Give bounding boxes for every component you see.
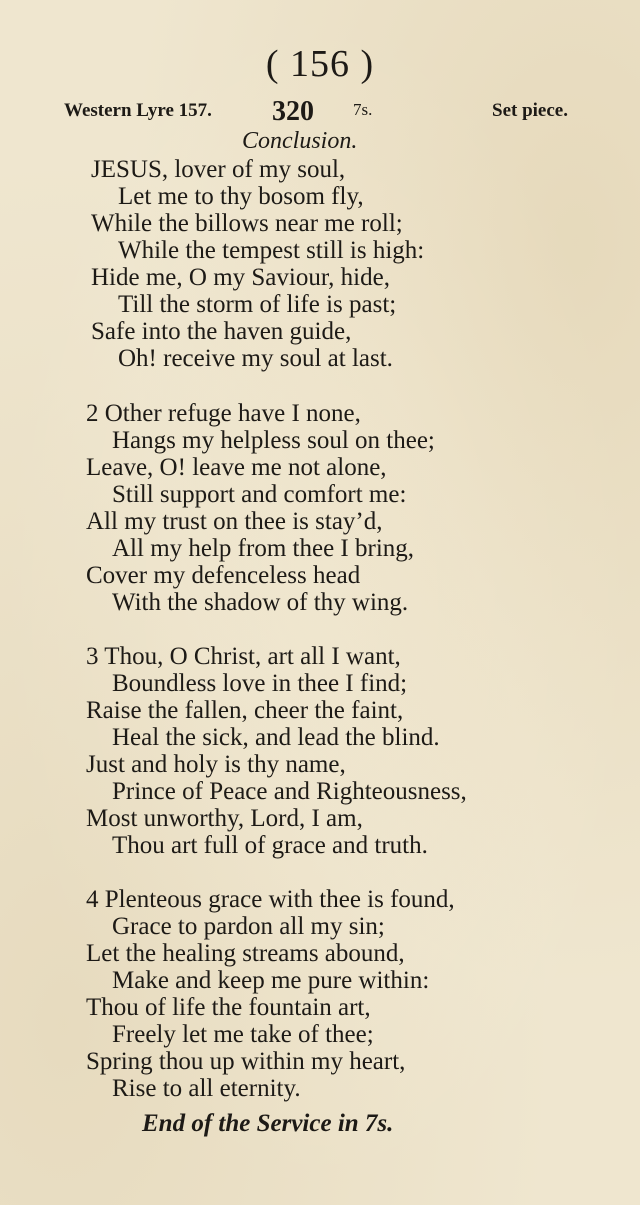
verse-1-line-4: While the tempest still is high: [118,237,425,264]
verse-2-line-8: With the shadow of thy wing. [112,589,409,616]
verse-3-line-6: Prince of Peace and Righteousness, [112,778,467,805]
verse-4-line-6: Freely let me take of thee; [112,1021,374,1048]
verse-2-line-4: Still support and comfort me: [112,481,407,508]
verse-4-line-4: Make and keep me pure within: [112,967,430,994]
verse-1-line-7: Safe into the haven guide, [91,318,352,345]
verse-3-line-1: 3 Thou, O Christ, art all I want, [86,643,401,670]
verse-2-line-5: All my trust on thee is stay’d, [86,508,383,535]
verse-3-line-3: Raise the fallen, cheer the faint, [86,697,404,724]
verse-2-line-7: Cover my defenceless head [86,562,361,589]
verse-3-line-2: Boundless love in thee I find; [112,670,408,697]
hymn-subtitle: Conclusion. [242,128,358,154]
meter: 7s. [353,100,373,119]
verse-4-line-1: 4 Plenteous grace with thee is found, [86,886,455,913]
verse-4-line-8: Rise to all eternity. [112,1075,301,1102]
verse-2-line-1: 2 Other refuge have I none, [86,400,361,427]
verse-1-line-6: Till the storm of life is past; [118,291,397,318]
verse-1-line-1: JESUS, lover of my soul, [91,156,346,183]
end-of-service-note: End of the Service in 7s. [142,1110,394,1137]
verse-3-line-4: Heal the sick, and lead the blind. [112,724,440,751]
verse-3-line-8: Thou art full of grace and truth. [112,832,428,859]
verse-3-line-5: Just and holy is thy name, [86,751,346,778]
hymn-header [0,96,640,126]
hymn-number: 320 [272,96,314,127]
piece-type: Set piece. [492,100,568,121]
verse-4-line-2: Grace to pardon all my sin; [112,913,385,940]
verse-4-line-7: Spring thou up within my heart, [86,1048,406,1075]
verse-1-line-2: Let me to thy bosom fly, [118,183,364,210]
verse-1-line-3: While the billows near me roll; [91,210,403,237]
verse-2-line-2: Hangs my helpless soul on thee; [112,427,435,454]
page-number: ( 156 ) [265,43,375,85]
verse-1-line-8: Oh! receive my soul at last. [118,345,393,372]
tune-reference: Western Lyre 157. [64,100,212,121]
verse-3-line-7: Most unworthy, Lord, I am, [86,805,363,832]
verse-4-line-5: Thou of life the fountain art, [86,994,371,1021]
verse-2-line-6: All my help from thee I bring, [112,535,415,562]
verse-1-line-5: Hide me, O my Saviour, hide, [91,264,390,291]
verse-4-line-3: Let the healing streams abound, [86,940,405,967]
verse-2-line-3: Leave, O! leave me not alone, [86,454,387,481]
